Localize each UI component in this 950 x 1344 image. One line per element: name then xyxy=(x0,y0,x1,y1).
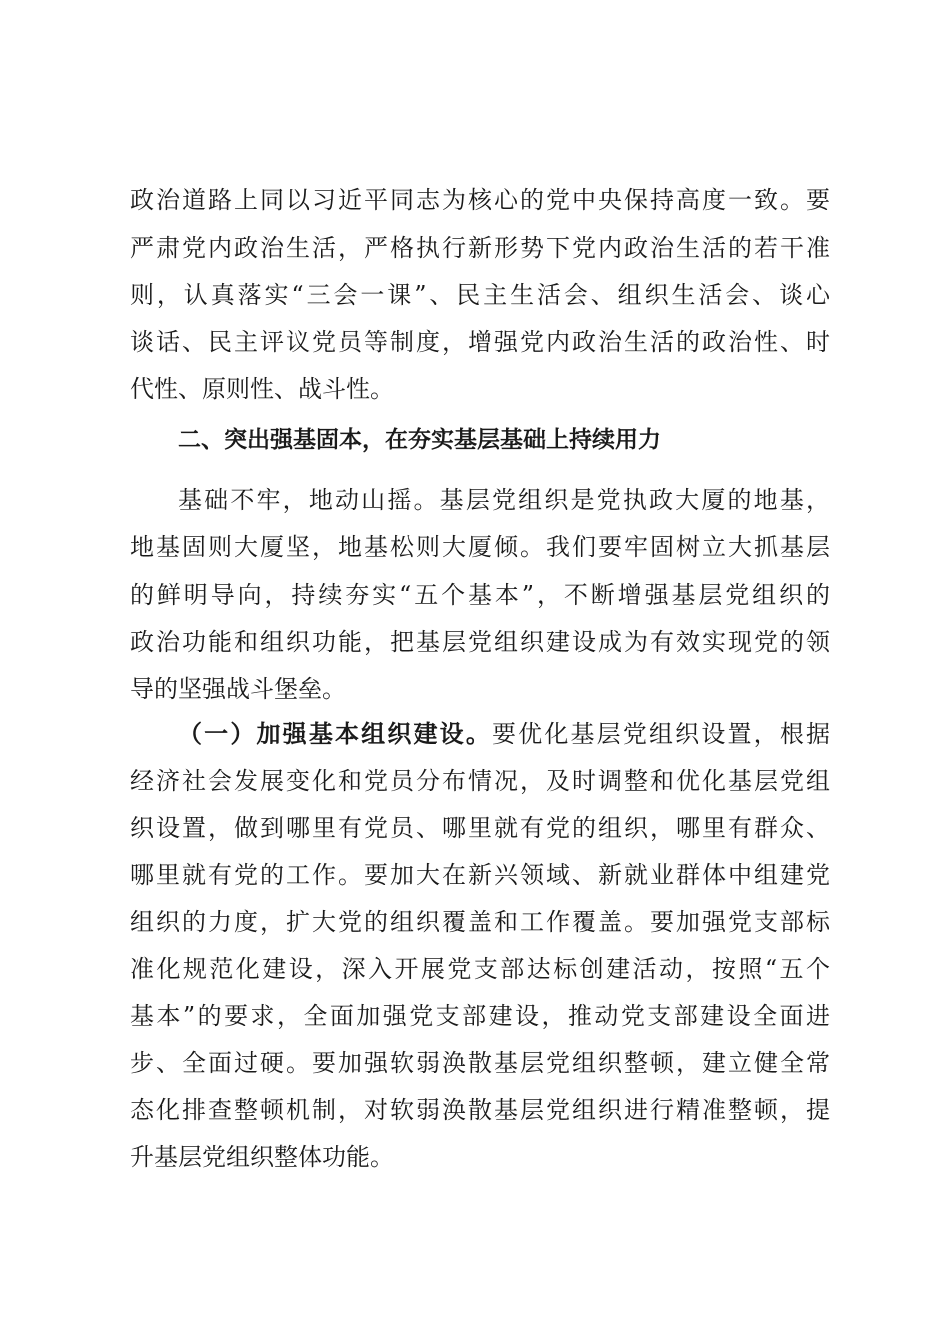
paragraph-3-line-7: 基本”的要求，全面加强党支部建设，推动党支部建设全面进 xyxy=(130,1002,830,1030)
paragraph-3-line-10: 升基层党组织整体功能。 xyxy=(130,1143,394,1171)
paragraph-1-line-2: 严肃党内政治生活，严格执行新形势下党内政治生活的若干准 xyxy=(130,234,830,262)
paragraph-2-line-4: 政治功能和组织功能，把基层党组织建设成为有效实现党的领 xyxy=(130,628,830,656)
section-heading: 二、突出强基固本，在夯实基层基础上持续用力 xyxy=(178,427,661,453)
paragraph-3-line-2: 经济社会发展变化和党员分布情况，及时调整和优化基层党组 xyxy=(130,767,830,795)
paragraph-3-line-5: 组织的力度，扩大党的组织覆盖和工作覆盖。要加强党支部标 xyxy=(130,908,830,936)
paragraph-1-line-5: 代性、原则性、战斗性。 xyxy=(130,375,394,403)
paragraph-2-line-1: 基础不牢，地动山摇。基层党组织是党执政大厦的地基， xyxy=(178,486,830,514)
paragraph-3-line-1 xyxy=(178,716,830,752)
paragraph-3-line-9: 态化排查整顿机制，对软弱涣散基层党组织进行精准整顿，提 xyxy=(130,1096,830,1124)
paragraph-3-line-8: 步、全面过硬。要加强软弱涣散基层党组织整顿，建立健全常 xyxy=(130,1049,830,1077)
paragraph-1-line-3: 则，认真落实“三会一课”、民主生活会、组织生活会、谈心 xyxy=(130,281,830,309)
paragraph-1-line-1: 政治道路上同以习近平同志为核心的党中央保持高度一致。要 xyxy=(130,186,830,214)
paragraph-3-line-4: 哪里就有党的工作。要加大在新兴领域、新就业群体中组建党 xyxy=(130,861,830,889)
paragraph-2-line-3: 的鲜明导向，持续夯实“五个基本”，不断增强基层党组织的 xyxy=(130,581,830,609)
paragraph-2-line-2: 地基固则大厦坚，地基松则大厦倾。我们要牢固树立大抓基层 xyxy=(130,533,830,561)
paragraph-2-line-5: 导的坚强战斗堡垒。 xyxy=(130,675,346,703)
paragraph-1-line-4: 谈话、民主评议党员等制度，增强党内政治生活的政治性、时 xyxy=(130,328,830,356)
paragraph-3-line-3: 织设置，做到哪里有党员、哪里就有党的组织，哪里有群众、 xyxy=(130,814,830,842)
paragraph-3-lead-title: （一）加强基本组织建设。 xyxy=(178,719,492,748)
paragraph-3-line-6: 准化规范化建设，深入开展党支部达标创建活动，按照“五个 xyxy=(130,955,830,983)
paragraph-3-lead-text: 要优化基层党组织设置，根据 xyxy=(492,720,830,748)
